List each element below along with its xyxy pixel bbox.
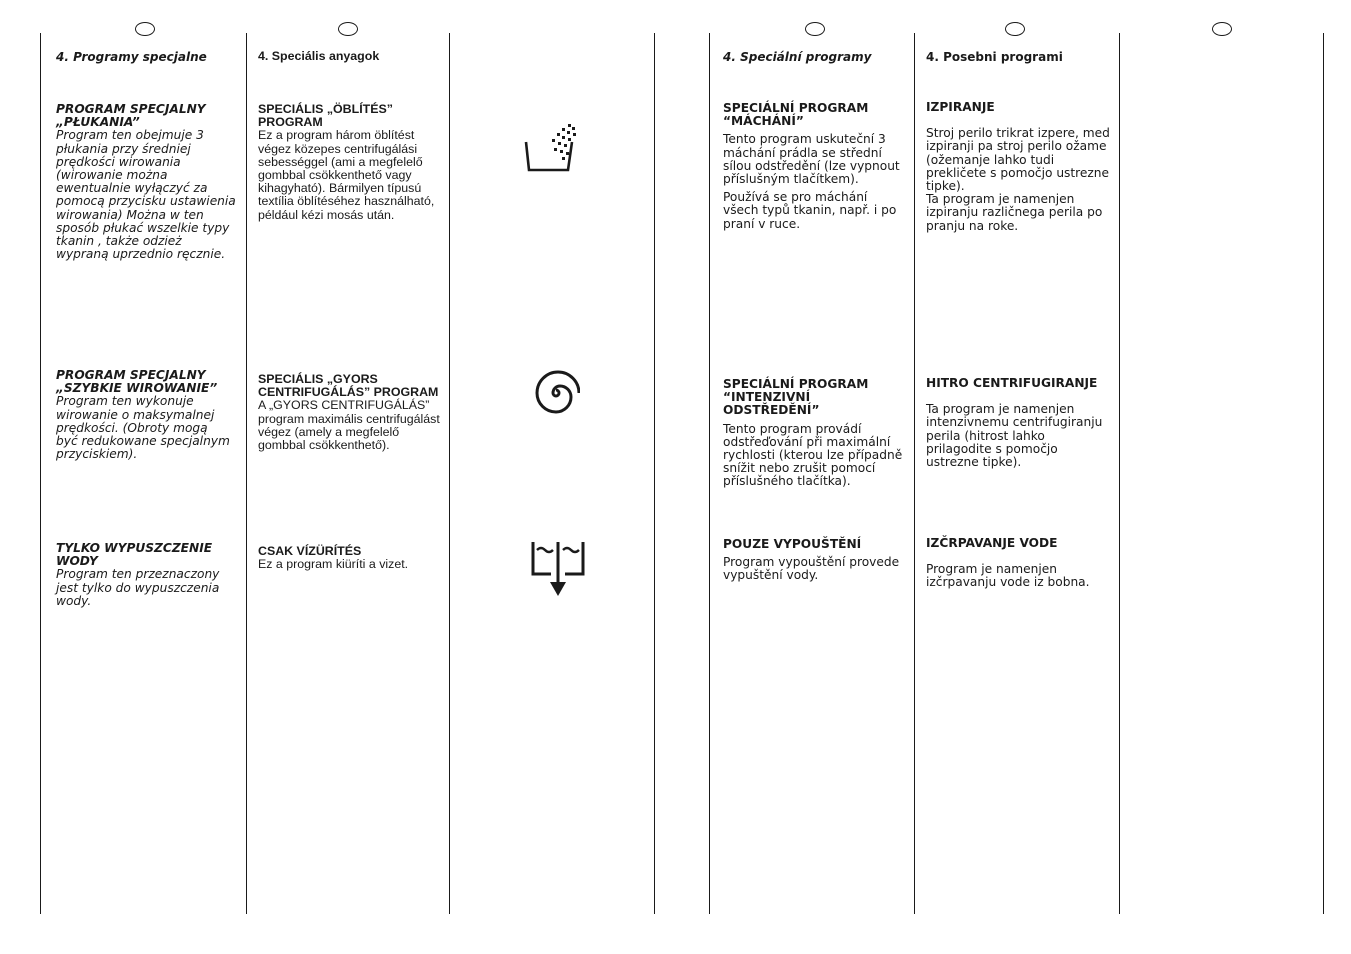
pl-spin-body: Program ten wykonuje wirowanie o maksymalnej prędkości. (Obroty mogą być redukowane specjalnym przyciskiem). bbox=[56, 394, 230, 462]
pl-drain-body: Program ten przeznaczony jest tylko do wypuszczenia wody. bbox=[56, 567, 220, 608]
column-divider bbox=[40, 33, 41, 914]
language-marker-cz bbox=[805, 22, 825, 36]
cz-drain-title: POUZE VYPOUŠTĚNÍ bbox=[723, 537, 862, 551]
cz-section-title: 4. Speciální programy bbox=[723, 50, 872, 64]
pl-drain-title: TYLKO WYPUSZCZENIE WODY bbox=[56, 541, 213, 569]
language-marker-pl bbox=[135, 22, 155, 36]
pl-spin-title: PROGRAM SPECJALNY „SZYBKIE WIROWANIE” bbox=[56, 368, 218, 396]
hu-spin-block bbox=[258, 373, 440, 452]
language-marker-extra bbox=[1212, 22, 1232, 36]
hu-spin-title: SPECIÁLIS „GYORS CENTRIFUGÁLÁS” PROGRAM bbox=[258, 372, 439, 400]
pl-rinse-body: Program ten obejmuje 3 płukania przy średniej prędkości wirowania (wirowanie można ewentualnie wyłączyć za pomocą przycisku ustawienia wirowania) Można w ten sposób płukać wszelkie typy tkanin , także odzież wypraną uprzednio ręcznie. bbox=[56, 128, 236, 262]
cz-spin-block bbox=[723, 378, 907, 489]
cz-rinse-block bbox=[723, 102, 905, 231]
hu-drain-title: CSAK VÍZÜRÍTÉS bbox=[258, 544, 362, 558]
hu-drain-block bbox=[258, 545, 440, 571]
pl-spin-block bbox=[56, 369, 232, 461]
pl-rinse-block bbox=[56, 103, 236, 261]
spin-icon bbox=[532, 369, 580, 417]
pl-section-title: 4. Programy specjalne bbox=[56, 50, 207, 64]
sl-drain-body: Program je namenjen izčrpavanju vode iz bobna. bbox=[926, 562, 1090, 590]
column-divider bbox=[1119, 33, 1120, 914]
sl-rinse-body-1: Stroj perilo trikrat izpere, med izpiranji pa stroj perilo ožame (ožemanje lahko tudi prekličete s pomočjo ustrezne tipke). bbox=[926, 126, 1110, 194]
language-marker-sl bbox=[1005, 22, 1025, 36]
column-divider bbox=[1323, 33, 1324, 914]
sl-section-title: 4. Posebni programi bbox=[926, 50, 1063, 64]
cz-drain-body: Program vypouštění provede vypuštění vody. bbox=[723, 555, 900, 583]
sl-rinse-title: IZPIRANJE bbox=[926, 100, 995, 114]
sl-drain-title: IZČRPAVANJE VODE bbox=[926, 536, 1058, 550]
hu-section-title: 4. Speciális anyagok bbox=[258, 49, 380, 63]
cz-spin-title: SPECIÁLNÍ PROGRAM “INTENZIVNÍ ODSTŘEDĚNÍ” bbox=[723, 377, 869, 418]
cz-spin-body: Tento program provádí odstřeďování při maximální rychlosti (kterou lze případně snížit nebo zrušit pomocí příslušného tlačítka). bbox=[723, 421, 903, 489]
cz-drain-block bbox=[723, 538, 905, 583]
hu-spin-body: A „GYORS CENTRIFUGÁLÁS” program maximális centrifugálást végez (amely a megfelelő gombbal csökkenthető). bbox=[258, 398, 440, 453]
drain-icon bbox=[529, 540, 587, 598]
cz-rinse-body-1: Tento program uskuteční 3 máchání prádla se střední sílou odstředění (lze vypnout příslušným tlačítkem). bbox=[723, 132, 900, 187]
pl-rinse-title: PROGRAM SPECJALNY „PŁUKANIA” bbox=[56, 102, 206, 130]
column-divider bbox=[709, 33, 710, 914]
column-divider bbox=[654, 33, 655, 914]
rinse-icon bbox=[524, 122, 580, 174]
cz-rinse-body-2: Používá se pro máchání všech typů tkanin, např. i po praní v ruce. bbox=[723, 190, 897, 231]
hu-rinse-body: Ez a program három öblítést végez közepes centrifugálási sebességgel (ami a megfelelő gombbal csökkenthető vagy kihagyható). Bármilyen típusú textília öblítéséhez használható, például kézi mosás után. bbox=[258, 128, 435, 222]
hu-rinse-title: SPECIÁLIS „ÖBLÍTÉS” PROGRAM bbox=[258, 102, 393, 130]
sl-rinse-body-2: Ta program je namenjen izpiranju različnega perila po pranju na roke. bbox=[926, 192, 1103, 233]
language-marker-hu bbox=[338, 22, 358, 36]
column-divider bbox=[246, 33, 247, 914]
hu-drain-body: Ez a program kiüríti a vizet. bbox=[258, 557, 409, 572]
column-divider bbox=[914, 33, 915, 914]
sl-spin-block bbox=[926, 377, 1110, 469]
sl-spin-body: Ta program je namenjen intenzivnemu centrifugiranju perila (hitrost lahko prilagodite s pomočjo ustrezne tipke). bbox=[926, 402, 1103, 470]
cz-rinse-title: SPECIÁLNÍ PROGRAM “MÁCHÁNÍ” bbox=[723, 101, 869, 129]
sl-spin-title: HITRO CENTRIFUGIRANJE bbox=[926, 376, 1098, 390]
pl-drain-block bbox=[56, 542, 236, 608]
column-divider bbox=[449, 33, 450, 914]
sl-drain-block bbox=[926, 537, 1110, 590]
sl-rinse-block bbox=[926, 101, 1110, 233]
hu-rinse-block bbox=[258, 103, 440, 222]
